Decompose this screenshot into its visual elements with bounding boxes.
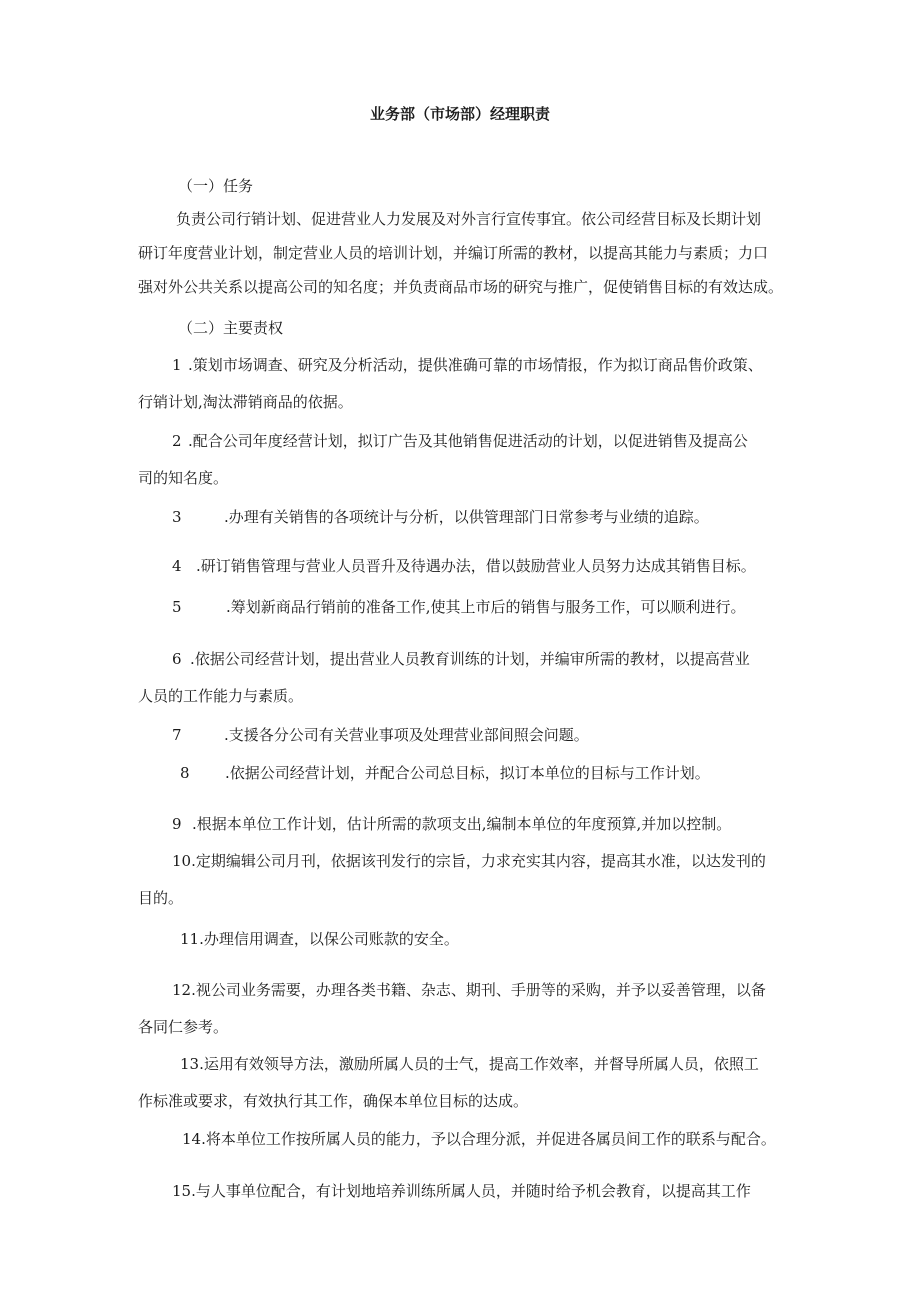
list-item	[138, 1181, 788, 1201]
list-item-line	[138, 1129, 788, 1149]
list-item-line: 作标准或要求，有效执行其工作，确保本单位目标的达成。	[138, 1092, 529, 1110]
list-item-number: 11	[180, 930, 200, 948]
list-item-line: 行销计划,淘汰滞销商品的依据。	[138, 393, 353, 411]
list-item	[138, 649, 788, 706]
list-item-text: .办理有关销售的各项统计与分析，以供管理部门日常参考与业绩的追踪。	[224, 508, 709, 526]
list-item-line: 各同仁参考。	[138, 1018, 229, 1036]
list-item	[138, 597, 788, 617]
list-item-text: .运用有效领导方法，激励所属人员的士气，提高工作效率，并督导所属人员，依照工	[199, 1055, 759, 1073]
list-item	[138, 763, 788, 783]
list-item-line	[138, 980, 788, 1017]
list-item	[138, 814, 788, 834]
list-item-text: .视公司业务需要，办理各类书籍、杂志、期刊、手册等的采购，并予以妥善管理，以备	[191, 981, 766, 999]
list-item-line	[138, 814, 788, 834]
list-item-number: 4	[172, 557, 182, 575]
list-item-text: .定期编辑公司月刊，依据该刊发行的宗旨，力求充实其内容，提高其水准，以达发刊的	[191, 852, 766, 870]
list-item-line	[138, 1181, 788, 1201]
list-item-number: 13	[180, 1055, 200, 1073]
list-item	[138, 980, 788, 1037]
list-item-line	[138, 929, 788, 949]
list-item-text: .策划市场调查、研究及分析活动，提供准确可靠的市场情报，作为拟订商品售价政策、	[188, 356, 763, 374]
list-item-text: .支援各分公司有关营业事项及处理营业部间照会问题。	[224, 726, 589, 744]
paragraph-line: 强对外公共关系以提高公司的知名度；并负责商品市场的研究与推广，促使销售目标的有效达成。	[138, 278, 784, 296]
list-item-number: 6	[172, 650, 182, 668]
list-item-line	[138, 431, 788, 468]
list-item-text: .依据公司经营计划，提出营业人员教育训练的计划，并编审所需的教材，以提高营业	[190, 650, 750, 668]
list-item-number: 8	[180, 764, 190, 782]
list-item-number: 3	[172, 508, 182, 526]
list-item-text: .研订销售管理与营业人员晋升及待遇办法，借以鼓励营业人员努力达成其销售目标。	[196, 557, 756, 575]
list-item	[138, 507, 788, 527]
list-item-line: 人员的工作能力与素质。	[138, 687, 304, 705]
list-item	[138, 1054, 788, 1111]
list-item	[138, 1129, 788, 1149]
list-item	[138, 725, 788, 745]
list-item-line: 目的。	[138, 889, 184, 907]
list-item-text: .筹划新商品行销前的准备工作,使其上市后的销售与服务工作，可以顺利进行。	[226, 598, 746, 616]
list-item-number: 12	[172, 981, 192, 999]
list-item-line	[138, 1054, 788, 1091]
list-item-text: .配合公司年度经营计划，拟订广告及其他销售促进活动的计划，以促进销售及提高公	[188, 432, 748, 450]
list-item-line: 司的知名度。	[138, 469, 229, 487]
list-item-number: 14	[182, 1130, 202, 1148]
list-item	[138, 355, 788, 412]
list-item	[138, 851, 788, 908]
list-item-text: .依据公司经营计划，并配合公司总目标，拟订本单位的目标与工作计划。	[225, 764, 710, 782]
list-item	[138, 431, 788, 488]
list-item-text: .办理信用调查，以保公司账款的安全。	[199, 930, 459, 948]
list-item-line	[138, 649, 788, 686]
list-item-line	[138, 851, 788, 888]
list-item-number: 7	[172, 726, 182, 744]
list-item-text: .根据本单位工作计划，估计所需的款项支出,编制本单位的年度预算,并加以控制。	[192, 815, 732, 833]
list-item-line	[138, 556, 788, 576]
list-item	[138, 556, 788, 576]
list-item-number: 1	[172, 356, 182, 374]
list-item-line	[138, 355, 788, 392]
list-item-text: .与人事单位配合，有计划地培养训练所属人员，并随时给予机会教育，以提高其工作	[191, 1182, 751, 1200]
list-item-line	[138, 725, 788, 745]
list-item-number: 10	[172, 852, 192, 870]
list-item-line	[138, 597, 788, 617]
list-item-number: 2	[172, 432, 182, 450]
section1-heading: （一）任务	[178, 177, 254, 195]
list-item-line	[138, 763, 788, 783]
list-item	[138, 929, 788, 949]
section2-heading: （二）主要责权	[178, 319, 284, 337]
list-item-text: .将本单位工作按所属人员的能力，予以合理分派，并促进各属员间工作的联系与配合。	[201, 1130, 776, 1148]
section1-paragraph	[138, 209, 796, 297]
paragraph-line: 研订年度营业计划，制定营业人员的培训计划，并编订所需的教材，以提高其能力与素质；力口	[138, 244, 769, 262]
list-item-line	[138, 507, 788, 527]
paragraph-line: 负责公司行销计划、促进营业人力发展及对外言行宣传事宜。依公司经营目标及长期计划	[176, 210, 762, 228]
page-title: 业务部（市场部）经理职责	[369, 105, 550, 123]
list-item-number: 9	[172, 815, 182, 833]
list-item-number: 15	[172, 1182, 192, 1200]
list-item-number: 5	[172, 598, 182, 616]
